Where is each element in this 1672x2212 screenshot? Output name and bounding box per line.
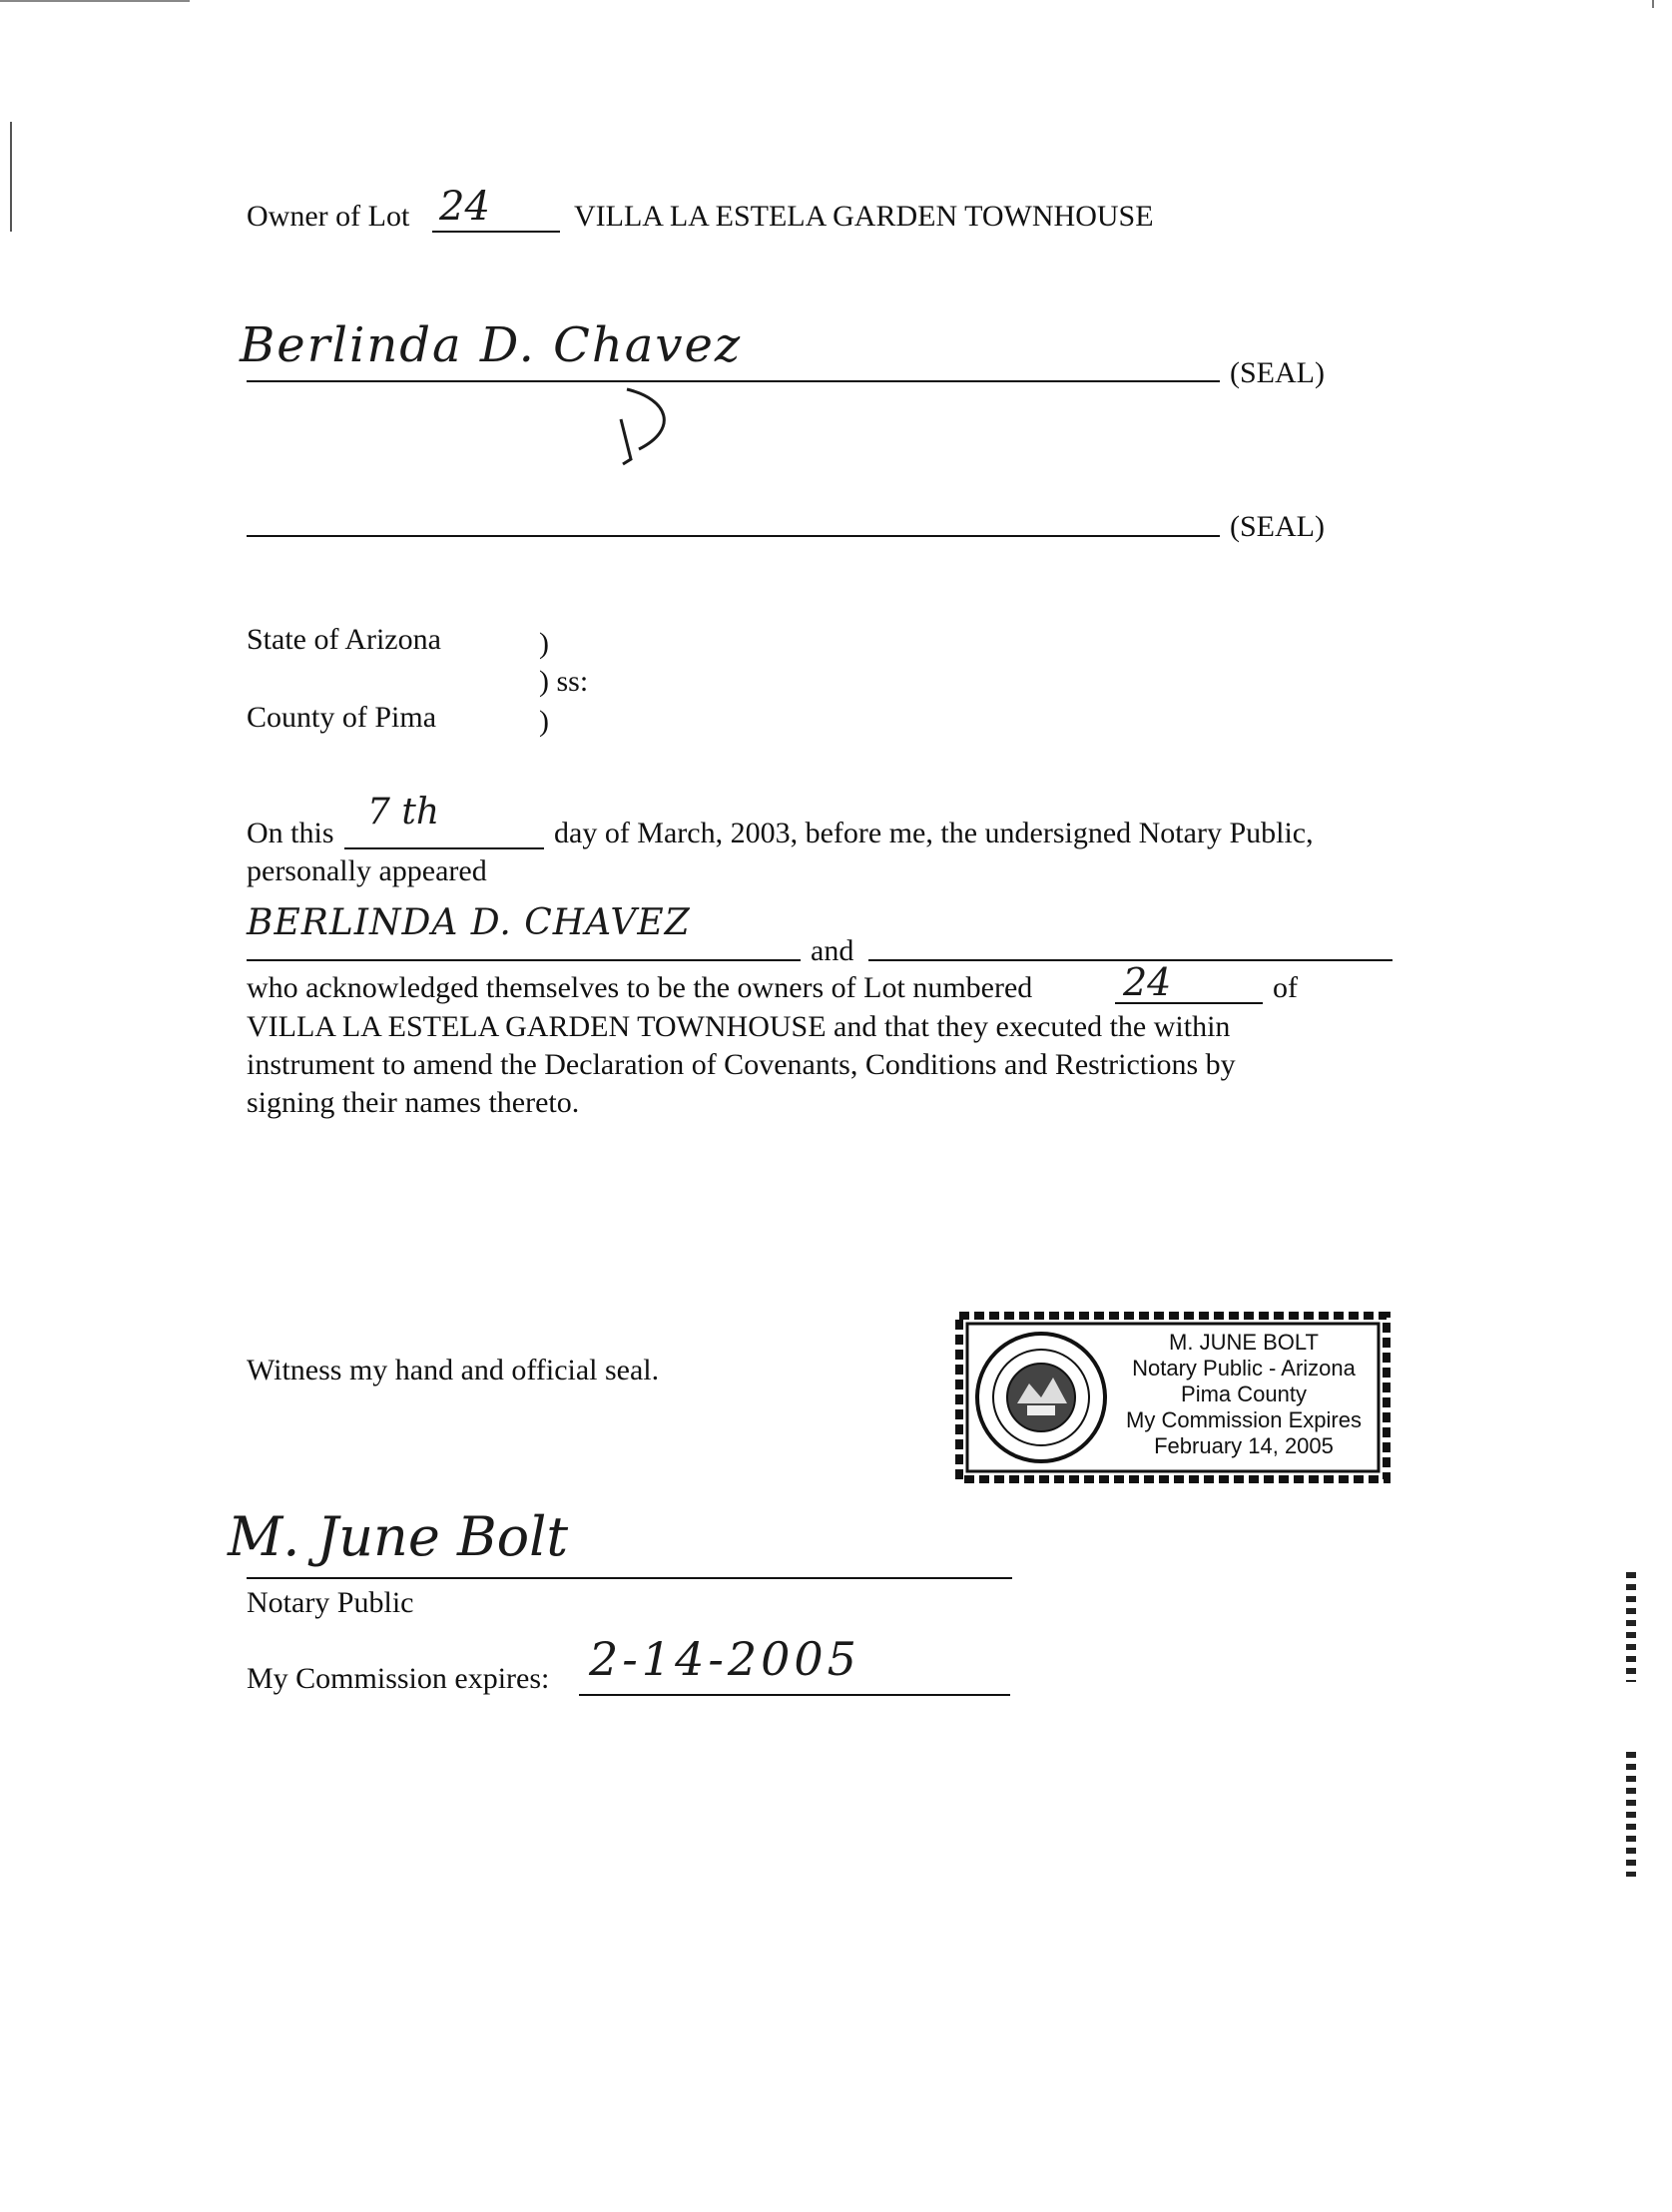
commission-date-line <box>579 1694 1010 1696</box>
scan-margin-marks <box>1622 1572 1640 1882</box>
stamp-commission-label: My Commission Expires <box>1126 1407 1362 1432</box>
notary-signature-line <box>247 1577 1012 1579</box>
and-label: and <box>811 934 854 967</box>
stamp-notary-title: Notary Public - Arizona <box>1132 1356 1356 1381</box>
ack-line-3-end: of <box>1273 971 1298 1004</box>
scan-left-mark <box>10 122 12 232</box>
signature-line-1 <box>247 380 1220 382</box>
arizona-state-seal <box>971 1326 1111 1469</box>
owner-signature: Berlinda D. Chavez <box>240 317 743 373</box>
stamp-expiry-date: February 14, 2005 <box>1154 1433 1334 1458</box>
seal-label-1: (SEAL) <box>1230 356 1325 389</box>
ack-line-4: VILLA LA ESTELA GARDEN TOWNHOUSE and that they executed the within <box>247 1010 1231 1043</box>
witness-text: Witness my hand and official seal. <box>247 1354 660 1386</box>
venue-paren-3: ) <box>539 705 549 738</box>
notary-public-label: Notary Public <box>247 1586 414 1619</box>
seal-label-2: (SEAL) <box>1230 510 1325 543</box>
ack-line-3-start: who acknowledged themselves to be the owners of Lot numbered <box>247 971 1033 1004</box>
scan-right-mark <box>1652 0 1654 8</box>
lot-blank-line <box>432 231 560 233</box>
ack-line-2: personally appeared <box>247 854 487 887</box>
stamp-notary-name: M. JUNE BOLT <box>1169 1330 1319 1355</box>
stamp-county: Pima County <box>1181 1382 1307 1406</box>
on-this-label: On this <box>247 817 334 849</box>
signature-line-2 <box>247 535 1220 537</box>
day-handwritten: 7 th <box>367 792 439 832</box>
venue-paren-ss: ) ss: <box>539 665 589 698</box>
lot-number-handwritten: 24 <box>1123 960 1172 1004</box>
signature-flourish <box>609 379 689 469</box>
lot-handwritten: 24 <box>439 184 490 230</box>
county-label: County of Pima <box>247 701 437 734</box>
commission-expires-label: My Commission expires: <box>247 1662 550 1695</box>
notary-signature: M. June Bolt <box>228 1505 569 1568</box>
notary-stamp <box>953 1308 1393 1487</box>
venue-paren-1: ) <box>539 627 549 660</box>
ack-line-1: day of March, 2003, before me, the undersigned Notary Public, <box>554 817 1314 849</box>
state-label: State of Arizona <box>247 623 441 656</box>
scan-top-rule <box>0 0 190 2</box>
appeared-name-line-1 <box>247 959 801 961</box>
appeared-name-handwritten: BERLINDA D. CHAVEZ <box>247 902 691 943</box>
ack-line-6: signing their names thereto. <box>247 1086 580 1119</box>
ack-line-5: instrument to amend the Declaration of Covenants, Conditions and Restrictions by <box>247 1048 1236 1081</box>
community-name: VILLA LA ESTELA GARDEN TOWNHOUSE <box>574 200 1154 233</box>
commission-date-handwritten: 2-14-2005 <box>589 1632 860 1686</box>
owner-of-lot-label: Owner of Lot <box>247 200 410 233</box>
day-blank-line <box>344 847 544 849</box>
